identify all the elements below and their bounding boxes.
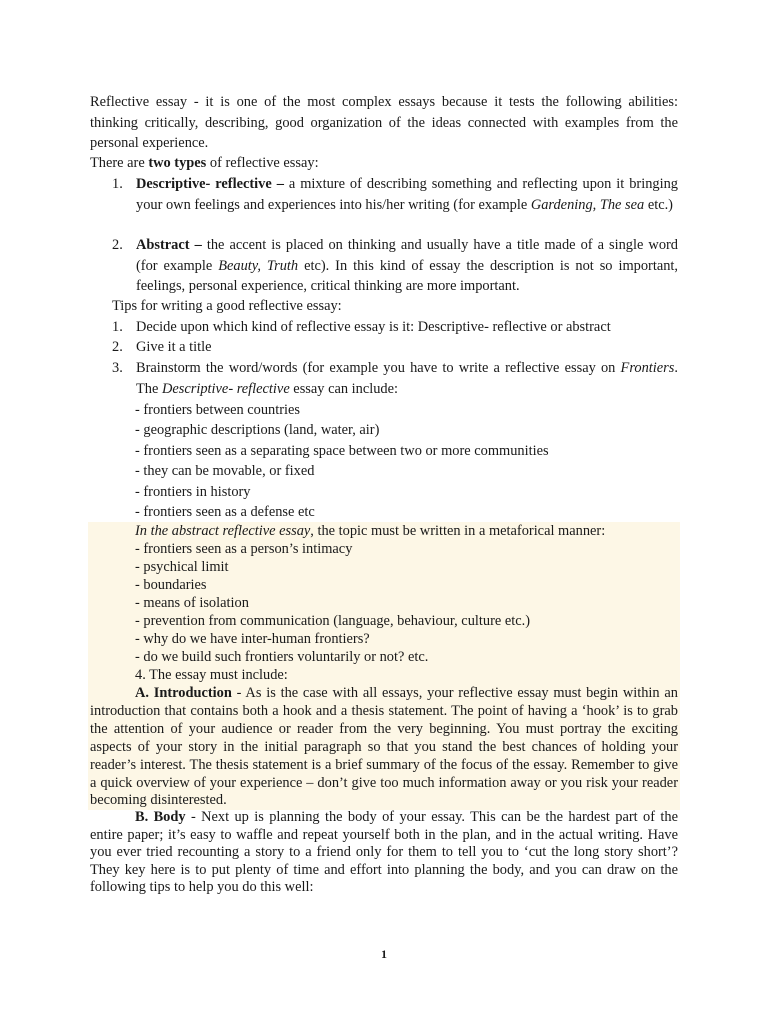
list-text: Decide upon which kind of reflective essay is it: Descriptive- reflective or abstract [136, 319, 611, 335]
abstract-item: - why do we have inter-human frontiers? [135, 631, 370, 647]
abstract-intro: In the abstract reflective essay, the topic must be written in a metaforical manner: [135, 523, 606, 539]
descriptive-item: - frontiers in history [135, 484, 251, 500]
type-item-abstract [112, 235, 678, 297]
must-include: 4. The essay must include: [135, 667, 288, 683]
page-number: 1 [381, 947, 387, 961]
introduction-paragraph: A. Introduction - As is the case with all essays, your reflective essay must begin within an introduction that contains both a hook and a thesis statement. The point of having a ‘hook’ is to grab the attention of your audience or reader from the very beginning. You must portray the exciting aspects of your story in the initial paragraph so that you stand the best chances of holding your reader’s interest. The thesis statement is a brief summary of the focus of the essay. Remember to give a quick overview of your experience – don’t give too much information away or you risk your reader becoming disinterested. [90, 685, 678, 809]
type-item-descriptive [112, 174, 678, 215]
tip-item [112, 337, 678, 358]
list-text: Descriptive- reflective – a mixture of describing something and reflecting upon it bringing your own feelings and experiences into his/her writing (for example Gardening, The sea etc.) [136, 176, 678, 213]
list-number: 1. [112, 176, 123, 192]
list-number: 1. [112, 319, 123, 335]
descriptive-item: - frontiers seen as a separating space between two or more communities [135, 443, 549, 459]
body-paragraph: B. Body - Next up is planning the body of your essay. This can be the hardest part of the entire paper; it’s easy to waffle and repeat yourself both in the plan, and in the actual writing. Have you ever tried recounting a story to a friend only for them to tell you to ‘cut the long story short’? They key here is to put plenty of time and effort into planning the body, and you can draw on the following tips to help you do this well: [90, 809, 678, 896]
abstract-item: - boundaries [135, 577, 207, 593]
abstract-item: - frontiers seen as a person’s intimacy [135, 541, 353, 557]
list-number: 3. [112, 360, 123, 376]
list-number: 2. [112, 339, 123, 355]
list-text: Abstract – the accent is placed on thinking and usually have a title made of a single word (for example Beauty, Truth etc). In this kind of essay the description is not so important, feelings, personal experience, critical thinking are more important. [136, 237, 679, 294]
tip-item [112, 317, 678, 338]
list-text: Give it a title [136, 339, 212, 355]
tip-item [112, 358, 678, 399]
descriptive-item: - geographic descriptions (land, water, air) [135, 422, 380, 438]
list-text: Brainstorm the word/words (for example you have to write a reflective essay on Frontiers. The Descriptive- reflective essay can include: [136, 360, 678, 397]
abstract-item: - means of isolation [135, 595, 249, 611]
intro-paragraph: Reflective essay - it is one of the most complex essays because it tests the following abilities: thinking critically, describing, good organization of the ideas connected with examples from the personal experience. [90, 94, 678, 151]
descriptive-item: - they can be movable, or fixed [135, 463, 315, 479]
descriptive-item: - frontiers between countries [135, 402, 301, 418]
abstract-item: - do we build such frontiers voluntarily or not? etc. [135, 649, 429, 665]
abstract-item: - psychical limit [135, 559, 229, 575]
types-intro: There are two types of reflective essay: [90, 155, 319, 171]
list-number: 2. [112, 237, 123, 253]
tips-heading: Tips for writing a good reflective essay: [112, 298, 342, 314]
descriptive-item: - frontiers seen as a defense etc [135, 504, 315, 520]
abstract-item: - prevention from communication (language, behaviour, culture etc.) [135, 613, 531, 629]
